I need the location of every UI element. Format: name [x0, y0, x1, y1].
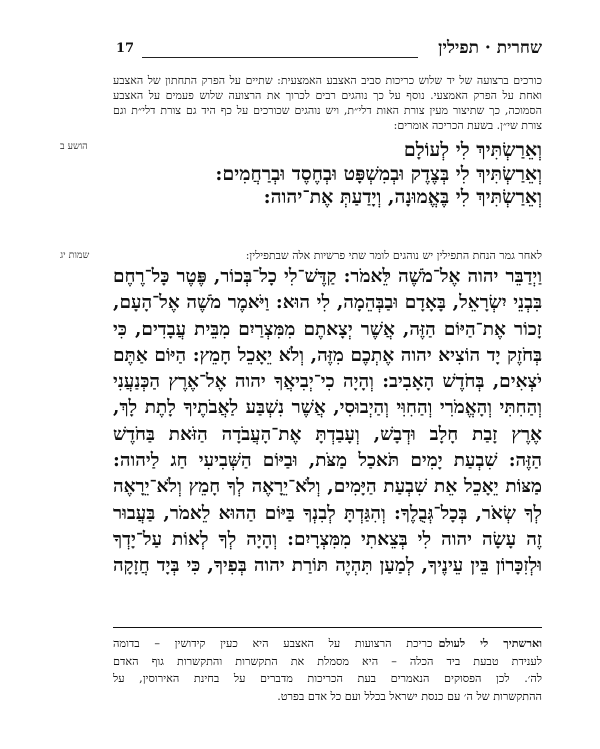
footnote-heading: וארשתיך לי לעולם [438, 636, 542, 650]
verse-line: וְאֵרַשְׂתִּיךְ לִי בְּצֶדֶק וּבְמִשְׁפָּט וּבְחֶסֶד וּבְרַחֲמִים: [215, 162, 542, 185]
passage-line: זֶה עָשָׂה יהוה לִי בְּצֵאתִי מִמִּצְרָיִם: וְהָיָה לְךָ לְאוֹת עַל־יָדְךָ [113, 528, 542, 550]
passage-line: וּלְזִכָּרוֹן בֵּין עֵינֶיךָ, לְמַעַן תִּהְיֶה תּוֹרַת יהוה בְּפִיךָ, כִּי בְּיָד חֲזָקָה [113, 555, 542, 577]
footnote-line [113, 635, 542, 653]
footnote-text: כריכת הרצועות על האצבע היא כעין קידושין – בדומה [113, 637, 433, 650]
verse-line: וְאֵרַשְׂתִּיךְ לִי בֶּאֱמוּנָה, וְיָדַעַתְּ אֶת־יהוה: [263, 186, 542, 208]
passage-line: יֹצְאִים, בְּחֹדֶשׁ הָאָבִיב: וְהָיָה כִי־יְבִיאֲךָ יהוה אֶל־אֶרֶץ הַכְּנַעֲנִי [113, 371, 542, 393]
instruction-line: לאחר גמר הנחת התפילין יש נוהגים לומר שתי פרשיות אלה שבתפילין: [245, 249, 542, 262]
footnote-rule [113, 627, 542, 628]
footnote-line: ההתקשרות של ה׳ עם כנסת ישראל בכלל ועם כל אדם בפרט. [277, 689, 542, 703]
passage-line: זָכוֹר אֶת־הַיּוֹם הַזֶּה, אֲשֶׁר יְצָאתֶם מִמִּצְרַיִם מִבֵּית עֲבָדִים, כִּי [113, 318, 542, 340]
footnote-line: לה׳. לכן הפסוקים הנאמרים בעת הכריכות מדברים על בחינת האירוסין, על [113, 672, 542, 685]
verse-line: וְאֵרַשְׂתִּיךְ לִי לְעוֹלָם [403, 139, 542, 161]
passage-line: וַיְדַבֵּר יהוה אֶל־מֹשֶׁה לֵּאמֹר: קַדֶּשׁ־לִי כָל־בְּכוֹר, פֶּטֶר כָּל־רֶחֶם [113, 266, 542, 287]
footnote-line: לענידת טבעת ביד הכלה – היא מסמלת את התקשרות והתקשרות גוף האדם [113, 654, 542, 668]
passage-line: וְהַחִתִּי וְהָאֱמֹרִי וְהַחִוִּי וְהַיְבוּסִי, אֲשֶׁר נִשְׁבַּע לַאֲבֹתֶיךָ לָתֶת לָךְ, [113, 397, 542, 419]
commentary-footnote [113, 635, 542, 705]
passage-line: הַזֶּה: שִׁבְעַת יָמִים תֹּאכַל מַצֹּת, וּבַיּוֹם הַשְּׁבִיעִי חַג לַיהוה: [113, 450, 542, 472]
source-reference-hosea: הושע ב [60, 141, 88, 152]
source-reference-exodus: שמות יג [60, 250, 90, 261]
instruction-paragraph: כורכים ברצועה של יד שלוש כריכות סביב האצבע האמצעית: שתיים על הפרק התחתון של האצבע ואחת על הפרק האמצעי. נוסף על כך נוהגים רבים לכרוך את הרצועה שלוש פעמים על האצבע הסמוכה, כך שתיצור מעין צורת האות דלי״ת, ויש נוהגים שכורכים על כף היד גם צורת דלי״ת וגם צורת שי״ן. בשעת הכריכה אומרים: [113, 74, 542, 132]
passage-line: לְךָ שְׂאֹר, בְּכָל־גְּבֻלֶךָ: וְהִגַּדְתָּ לְבִנְךָ בַּיּוֹם הַהוּא לֵאמֹר, בַּעֲבוּר [113, 502, 542, 524]
header-rule [142, 57, 418, 58]
running-header-title: שחרית · תפילין [438, 38, 542, 58]
passage-line: בִּבְנֵי יִשְׂרָאֵל, בָּאָדָם וּבַבְּהֵמָה, לִי הוּא: וַיֹּאמֶר מֹשֶׁה אֶל־הָעָם, [113, 292, 542, 314]
passage-line: מַצּוֹת יֵאָכֵל אֵת שִׁבְעַת הַיָּמִים, וְלֹא־יֵרָאֶה לְךָ חָמֵץ וְלֹא־יֵרָאֶה [113, 476, 542, 498]
passage-line: אֶרֶץ זָבַת חָלָב וּדְבָשׁ, וְעָבַדְתָּ אֶת־הָעֲבֹדָה הַזֹּאת בַּחֹדֶשׁ [113, 423, 542, 445]
page-number: 17 [116, 41, 135, 56]
kadesh-passage [113, 264, 542, 580]
passage-line: בְּחֹזֶק יָד הוֹצִיא יהוה אֶתְכֶם מִזֶּה, וְלֹא יֵאָכֵל חָמֵץ: הַיּוֹם אַתֶּם [113, 344, 542, 366]
betrothal-verses [115, 139, 542, 210]
